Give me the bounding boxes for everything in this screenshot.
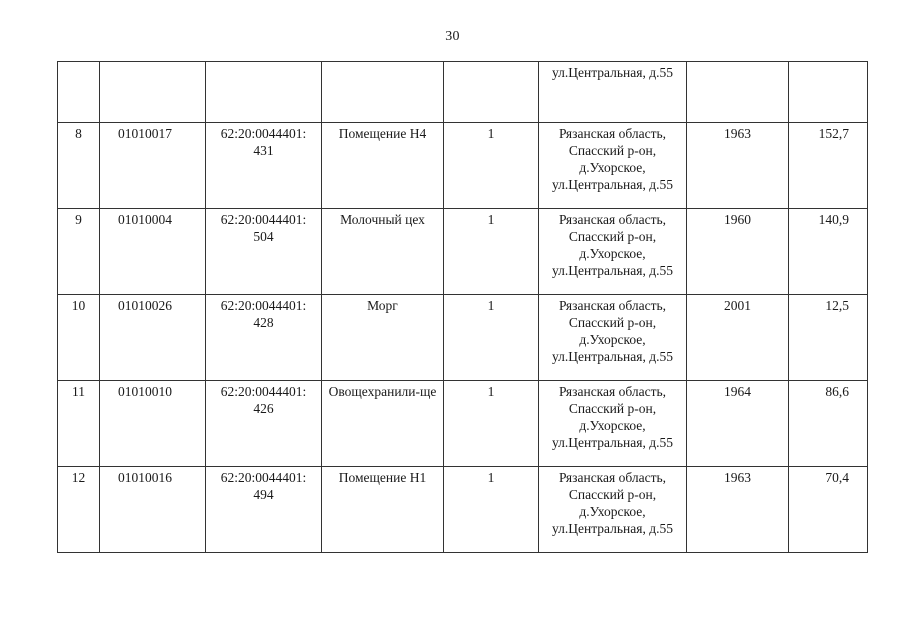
cell-address: Рязанская область, Спасский р-он, д.Ухорское, ул.Центральная, д.55 [539, 209, 687, 295]
cell-year: 1963 [687, 123, 789, 209]
property-table [57, 61, 868, 553]
cell-name: Помещение Н4 [322, 123, 444, 209]
page-number: 30 [445, 29, 460, 44]
cell-year: 1960 [687, 209, 789, 295]
cell-name: Помещение Н1 [322, 467, 444, 553]
cell-area: 152,7 [789, 123, 868, 209]
table-row [58, 123, 868, 209]
cell-area [789, 62, 868, 123]
cell-area: 12,5 [789, 295, 868, 381]
table-row-continuation [58, 62, 868, 123]
cell-quantity: 1 [444, 209, 539, 295]
table-row [58, 295, 868, 381]
cell-name [322, 62, 444, 123]
table-row [58, 209, 868, 295]
cell-quantity: 1 [444, 467, 539, 553]
cell-year: 1964 [687, 381, 789, 467]
cell-cadastral: 62:20:0044401: 494 [206, 467, 322, 553]
cell-quantity: 1 [444, 123, 539, 209]
cell-cadastral [206, 62, 322, 123]
cell-num: 9 [58, 209, 100, 295]
cell-address: Рязанская область, Спасский р-он, д.Ухорское, ул.Центральная, д.55 [539, 295, 687, 381]
cell-name: Овощехранили-ще [322, 381, 444, 467]
cell-cadastral: 62:20:0044401: 504 [206, 209, 322, 295]
cell-num: 12 [58, 467, 100, 553]
cell-area: 86,6 [789, 381, 868, 467]
cell-year: 1963 [687, 467, 789, 553]
cell-inventory: 01010016 [100, 467, 206, 553]
cell-quantity [444, 62, 539, 123]
cell-inventory: 01010010 [100, 381, 206, 467]
cell-name: Молочный цех [322, 209, 444, 295]
cell-quantity: 1 [444, 381, 539, 467]
cell-quantity: 1 [444, 295, 539, 381]
cell-num: 8 [58, 123, 100, 209]
cell-num: 11 [58, 381, 100, 467]
cell-year [687, 62, 789, 123]
cell-cadastral: 62:20:0044401: 428 [206, 295, 322, 381]
cell-name: Морг [322, 295, 444, 381]
cell-inventory: 01010017 [100, 123, 206, 209]
cell-address: Рязанская область, Спасский р-он, д.Ухорское, ул.Центральная, д.55 [539, 381, 687, 467]
cell-inventory: 01010004 [100, 209, 206, 295]
cell-area: 70,4 [789, 467, 868, 553]
table-row [58, 381, 868, 467]
cell-cadastral: 62:20:0044401: 426 [206, 381, 322, 467]
cell-inventory [100, 62, 206, 123]
cell-num: 10 [58, 295, 100, 381]
cell-num [58, 62, 100, 123]
cell-address: Рязанская область, Спасский р-он, д.Ухорское, ул.Центральная, д.55 [539, 123, 687, 209]
cell-year: 2001 [687, 295, 789, 381]
cell-inventory: 01010026 [100, 295, 206, 381]
cell-cadastral: 62:20:0044401: 431 [206, 123, 322, 209]
cell-address: ул.Центральная, д.55 [539, 62, 687, 123]
cell-area: 140,9 [789, 209, 868, 295]
cell-address: Рязанская область, Спасский р-он, д.Ухорское, ул.Центральная, д.55 [539, 467, 687, 553]
table-row [58, 467, 868, 553]
